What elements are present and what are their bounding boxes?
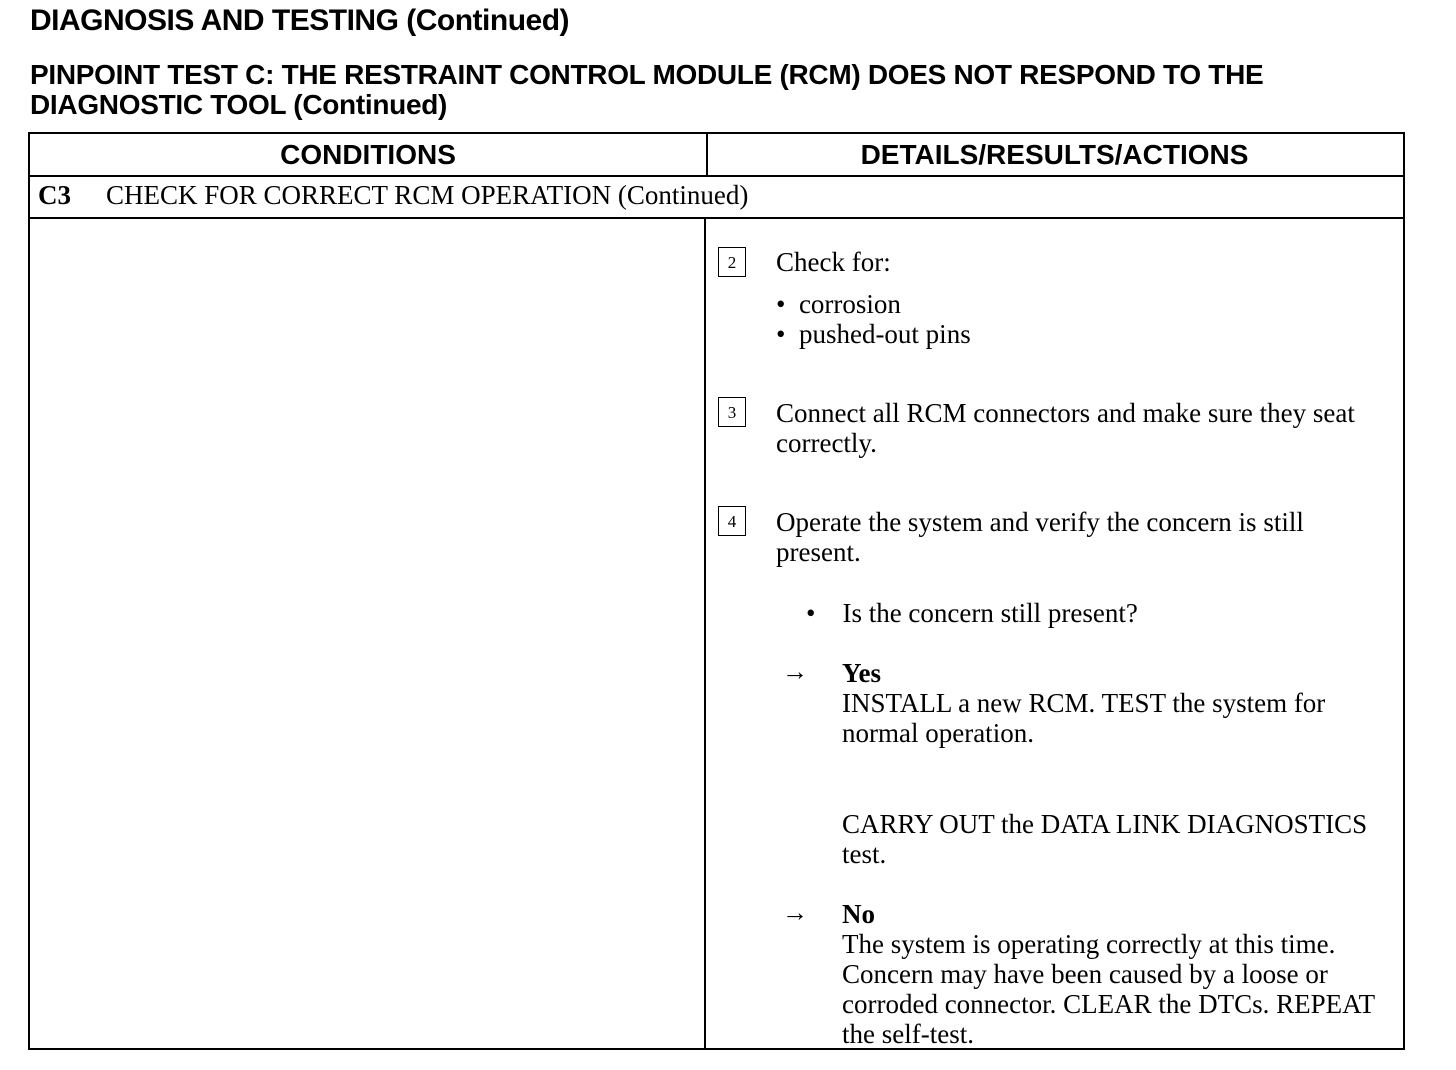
arrow-icon: →: [782, 657, 808, 686]
list-item: [776, 289, 901, 319]
table-header-row: [30, 134, 1403, 177]
step-title: CHECK FOR CORRECT RCM OPERATION (Continued): [106, 180, 749, 210]
yes-result: [842, 658, 1402, 748]
list-item-text: corrosion: [798, 289, 901, 319]
yes-action-2: CARRY OUT the DATA LINK DIAGNOSTICS test.: [842, 809, 1368, 869]
question-text: Is the concern still present?: [842, 598, 1138, 628]
yes-action: INSTALL a new RCM. TEST the system for normal operation.: [842, 688, 1326, 748]
conditions-header: CONDITIONS: [30, 134, 708, 175]
arrow-icon: →: [782, 898, 808, 927]
no-label: No: [842, 899, 875, 929]
step-text: Connect all RCM connectors and make sure they seat correctly.: [776, 398, 1355, 458]
step-number-box: 3: [718, 397, 746, 427]
list-item: [776, 319, 971, 349]
page-title: DIAGNOSIS AND TESTING (Continued): [30, 4, 570, 37]
yes-label: Yes: [842, 658, 881, 688]
bullet-icon: •: [806, 598, 816, 628]
list-item-text: pushed-out pins: [798, 319, 971, 349]
details-cell: [706, 217, 1403, 1050]
no-action: The system is operating correctly at this time. Concern may have been caused by a loose or corroded connector. CLEAR the DTCs. REPEAT the self-test.: [842, 929, 1375, 1049]
pinpoint-test-table: [28, 132, 1405, 1050]
details-header: DETAILS/RESULTS/ACTIONS: [860, 139, 1249, 170]
bullet-icon: •: [776, 289, 786, 319]
question: [806, 598, 1138, 628]
pinpoint-test-title: PINPOINT TEST C: THE RESTRAINT CONTROL MODULE (RCM) DOES NOT RESPOND TO THE DIAGNOSTIC TOOL (Continued): [30, 59, 1264, 120]
step-number-box: 2: [718, 247, 746, 277]
step-row: [30, 175, 1403, 219]
step-text: Operate the system and verify the concern is still present.: [776, 507, 1304, 567]
step-number-box: 4: [718, 506, 746, 536]
step-text: Check for:: [776, 247, 891, 277]
no-result: [842, 899, 1402, 1049]
bullet-icon: •: [776, 319, 786, 349]
step-id: C3: [38, 180, 71, 210]
